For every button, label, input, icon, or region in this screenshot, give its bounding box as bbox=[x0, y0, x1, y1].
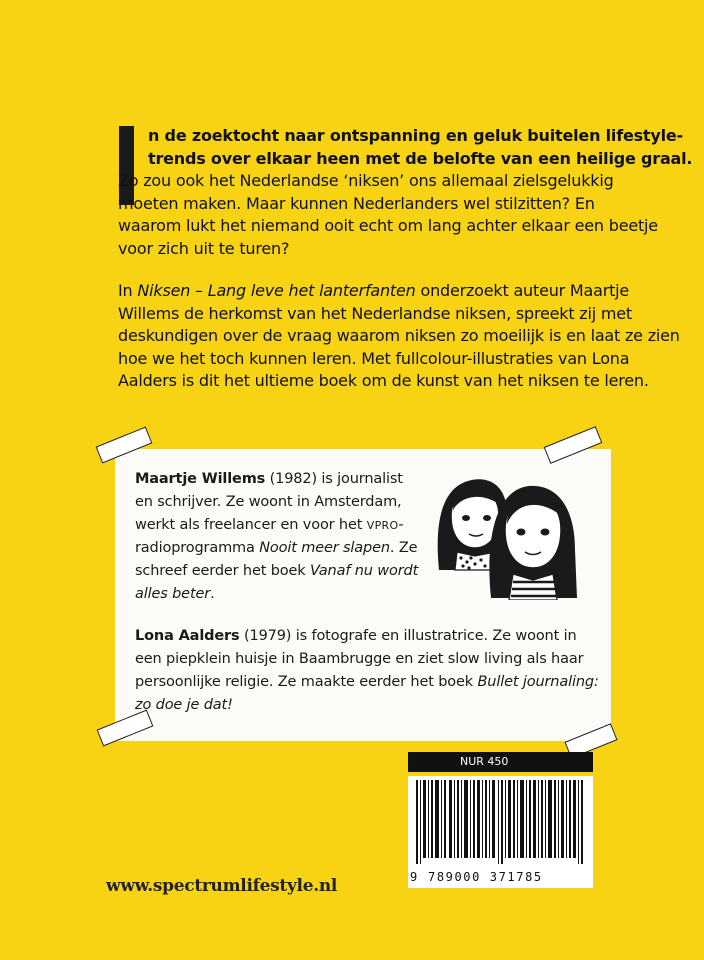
text-fragment: radioprogramma bbox=[135, 540, 260, 556]
text-fragment: Nooit meer slapen bbox=[259, 540, 390, 556]
bio-line bbox=[135, 514, 418, 537]
bio-line bbox=[135, 583, 418, 606]
bio-line bbox=[135, 694, 599, 717]
bio-line bbox=[135, 560, 418, 583]
paragraph-line bbox=[118, 280, 684, 303]
intro-line: n de zoektocht naar ontspanning en geluk buitelen lifestyle- bbox=[148, 126, 683, 145]
barcode-graphic-icon bbox=[416, 780, 585, 864]
paragraph-line: Willems de herkomst van het Nederlandse niksen, spreekt zij met bbox=[118, 303, 632, 323]
bio-line: en schrijver. Ze woont in Amsterdam, bbox=[135, 494, 402, 510]
text-fragment: (1982) is journalist bbox=[265, 471, 403, 487]
bio-line bbox=[135, 625, 599, 648]
portrait-illustration-icon bbox=[425, 470, 587, 600]
intro-line: trends over elkaar heen met de belofte van een heilige graal. bbox=[148, 148, 693, 168]
author-name: Lona Aalders bbox=[135, 628, 240, 644]
text-fragment: onderzoekt auteur Maartje bbox=[415, 281, 630, 300]
paragraph-line: moeten maken. Maar kunnen Nederlanders wel stilzitten? En bbox=[118, 193, 595, 213]
paragraph-line: hoe we het toch kunnen leren. Met fullcolour-illustraties van Lona bbox=[118, 348, 630, 368]
text-fragment: (1979) is fotografe en illustratrice. Ze woont in bbox=[239, 628, 577, 644]
book-title: Niksen – Lang leve het lanterfanten bbox=[137, 281, 416, 300]
text-fragment: zo doe je dat! bbox=[135, 697, 233, 713]
paragraph-line: Aalders is dit het ultieme boek om de kunst van het niksen te leren. bbox=[118, 371, 649, 390]
paragraph-line: Zo zou ook het Nederlandse ‘niksen’ ons allemaal zielsgelukkig bbox=[118, 171, 614, 190]
text-fragment: VPRO bbox=[366, 519, 399, 532]
text-fragment: alles beter bbox=[135, 586, 211, 602]
paragraph-line: deskundigen over de vraag waarom niksen zo moeilijk is en laat ze zien bbox=[118, 326, 680, 345]
text-fragment: schreef eerder het boek bbox=[135, 563, 310, 579]
text-fragment: Vanaf nu wordt bbox=[309, 563, 419, 579]
text-fragment: persoonlijke religie. Ze maakte eerder het boek bbox=[135, 674, 478, 690]
isbn-digits: 789000 371785 bbox=[428, 870, 543, 884]
text-fragment: In bbox=[118, 281, 138, 300]
bio-maartje bbox=[135, 468, 418, 606]
nur-label bbox=[408, 752, 593, 772]
text-fragment: - bbox=[398, 517, 404, 533]
bio-line bbox=[135, 468, 418, 491]
nur-code: NUR 450 bbox=[460, 755, 509, 768]
text-fragment: werkt als freelancer en voor het bbox=[135, 517, 367, 533]
isbn-first-digit: 9 bbox=[410, 870, 418, 884]
website-link[interactable]: www.spectrumlifestyle.nl bbox=[106, 876, 338, 896]
text-fragment: . bbox=[210, 586, 215, 602]
text-fragment: . Ze bbox=[389, 540, 418, 556]
isbn-number bbox=[406, 866, 593, 888]
bio-lona bbox=[135, 625, 599, 717]
author-name: Maartje Willems bbox=[135, 471, 266, 487]
intro-text bbox=[148, 125, 693, 170]
text-fragment: Bullet journaling: bbox=[477, 674, 599, 690]
paragraph-2 bbox=[118, 280, 684, 393]
paragraph-line: voor zich uit te turen? bbox=[118, 238, 290, 258]
paragraph-1 bbox=[118, 170, 684, 260]
paragraph-line: waarom lukt het niemand ooit echt om lang achter elkaar een beetje bbox=[118, 216, 658, 235]
bio-line: een piepklein huisje in Baambrugge en ziet slow living als haar bbox=[135, 651, 584, 667]
bio-line bbox=[135, 671, 599, 694]
bio-line bbox=[135, 537, 418, 560]
